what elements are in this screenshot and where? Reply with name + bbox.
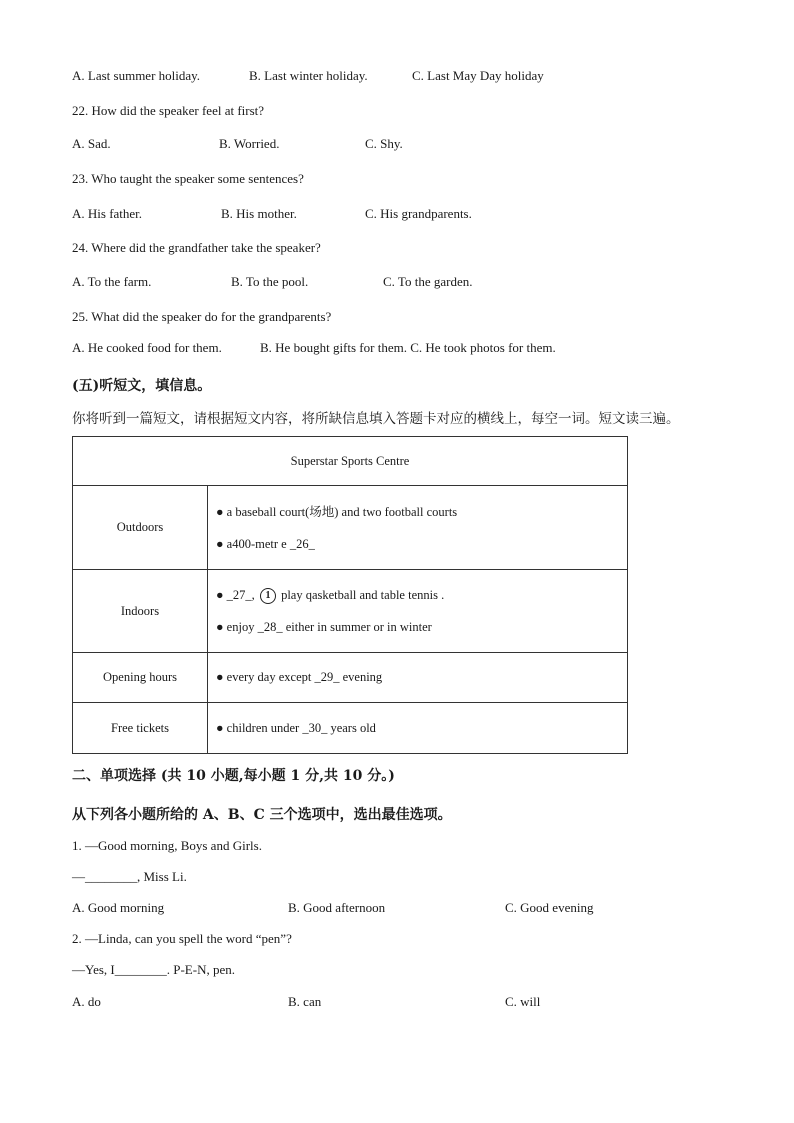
section2-instruction: 从下列各小题所给的 A、B、C 三个选项中，选出最佳选项。 bbox=[72, 807, 452, 823]
outdoors-line-2: ● a400-metr e _26_ bbox=[216, 536, 315, 551]
table-title: Superstar Sports Centre bbox=[73, 437, 628, 486]
section2-heading: 二、单项选择 (共 10 小题,每小题 1 分,共 10 分。) bbox=[72, 768, 395, 784]
table-row bbox=[73, 486, 628, 570]
q24-option-b: B. To the pool. bbox=[231, 274, 309, 289]
q25-option-a: A. He cooked food for them. bbox=[72, 340, 222, 355]
row-content-opening-hours: ● every day except _29_ evening bbox=[208, 653, 628, 703]
q23-option-b: B. His mother. bbox=[221, 206, 297, 221]
q22-option-c: C. Shy. bbox=[365, 136, 403, 151]
section5-instruction: 你将听到一篇短文，请根据短文内容，将所缺信息填入答题卡对应的横线上，每空一词。短文读三遍。 bbox=[72, 411, 680, 427]
mc2-line-1: 2. —Linda, can you spell the word “pen”? bbox=[72, 931, 292, 946]
circled-number-icon: 1 bbox=[260, 588, 276, 604]
mc1-line-2: —________, Miss Li. bbox=[72, 869, 187, 884]
table-row bbox=[73, 570, 628, 653]
indoors-line-1 bbox=[216, 579, 627, 611]
mc1-option-c: C. Good evening bbox=[505, 900, 594, 915]
q21-option-c: C. Last May Day holiday bbox=[412, 68, 544, 83]
q24-question: 24. Where did the grandfather take the speaker? bbox=[72, 240, 321, 255]
row-label-opening-hours: Opening hours bbox=[73, 653, 208, 703]
indoors-line-2: ● enjoy _28_ either in summer or in winter bbox=[216, 620, 432, 634]
mc1-option-b: B. Good afternoon bbox=[288, 900, 386, 915]
table-row bbox=[73, 703, 628, 754]
q21-option-b: B. Last winter holiday. bbox=[249, 68, 368, 83]
outdoors-line-1: ● a baseball court(场地) and two football courts bbox=[216, 504, 458, 519]
mc2-option-b: B. can bbox=[288, 994, 322, 1009]
mc2-option-a: A. do bbox=[72, 994, 101, 1009]
indoors-line-1-pre: ● _27_, bbox=[216, 588, 255, 602]
mc1-line-1: 1. —Good morning, Boys and Girls. bbox=[72, 838, 262, 853]
table-row bbox=[73, 653, 628, 703]
q23-question: 23. Who taught the speaker some sentences? bbox=[72, 171, 304, 186]
row-content-free-tickets: ● children under _30_ years old bbox=[208, 703, 628, 754]
q22-option-a: A. Sad. bbox=[72, 136, 111, 151]
info-table bbox=[72, 436, 628, 754]
row-label-free-tickets: Free tickets bbox=[73, 703, 208, 754]
row-label-indoors: Indoors bbox=[73, 570, 208, 653]
q25-question: 25. What did the speaker do for the grandparents? bbox=[72, 309, 332, 324]
row-content-indoors bbox=[208, 570, 628, 653]
q23-option-a: A. His father. bbox=[72, 206, 143, 221]
row-content-outdoors bbox=[208, 486, 628, 570]
q21-option-a: A. Last summer holiday. bbox=[72, 68, 201, 83]
q22-question: 22. How did the speaker feel at first? bbox=[72, 103, 265, 118]
q25-option-bc: B. He bought gifts for them. C. He took photos for them. bbox=[260, 340, 556, 355]
q23-option-c: C. His grandparents. bbox=[365, 206, 472, 221]
mc2-option-c: C. will bbox=[505, 994, 541, 1009]
row-label-outdoors: Outdoors bbox=[73, 486, 208, 570]
q24-option-c: C. To the garden. bbox=[383, 274, 473, 289]
q22-option-b: B. Worried. bbox=[219, 136, 280, 151]
table-row bbox=[73, 437, 628, 486]
indoors-line-1-post: play qasketball and table tennis . bbox=[281, 588, 445, 602]
section5-heading: (五)听短文，填信息。 bbox=[72, 378, 212, 394]
mc1-option-a: A. Good morning bbox=[72, 900, 165, 915]
q24-option-a: A. To the farm. bbox=[72, 274, 152, 289]
mc2-line-2: —Yes, I________. P-E-N, pen. bbox=[72, 962, 235, 977]
